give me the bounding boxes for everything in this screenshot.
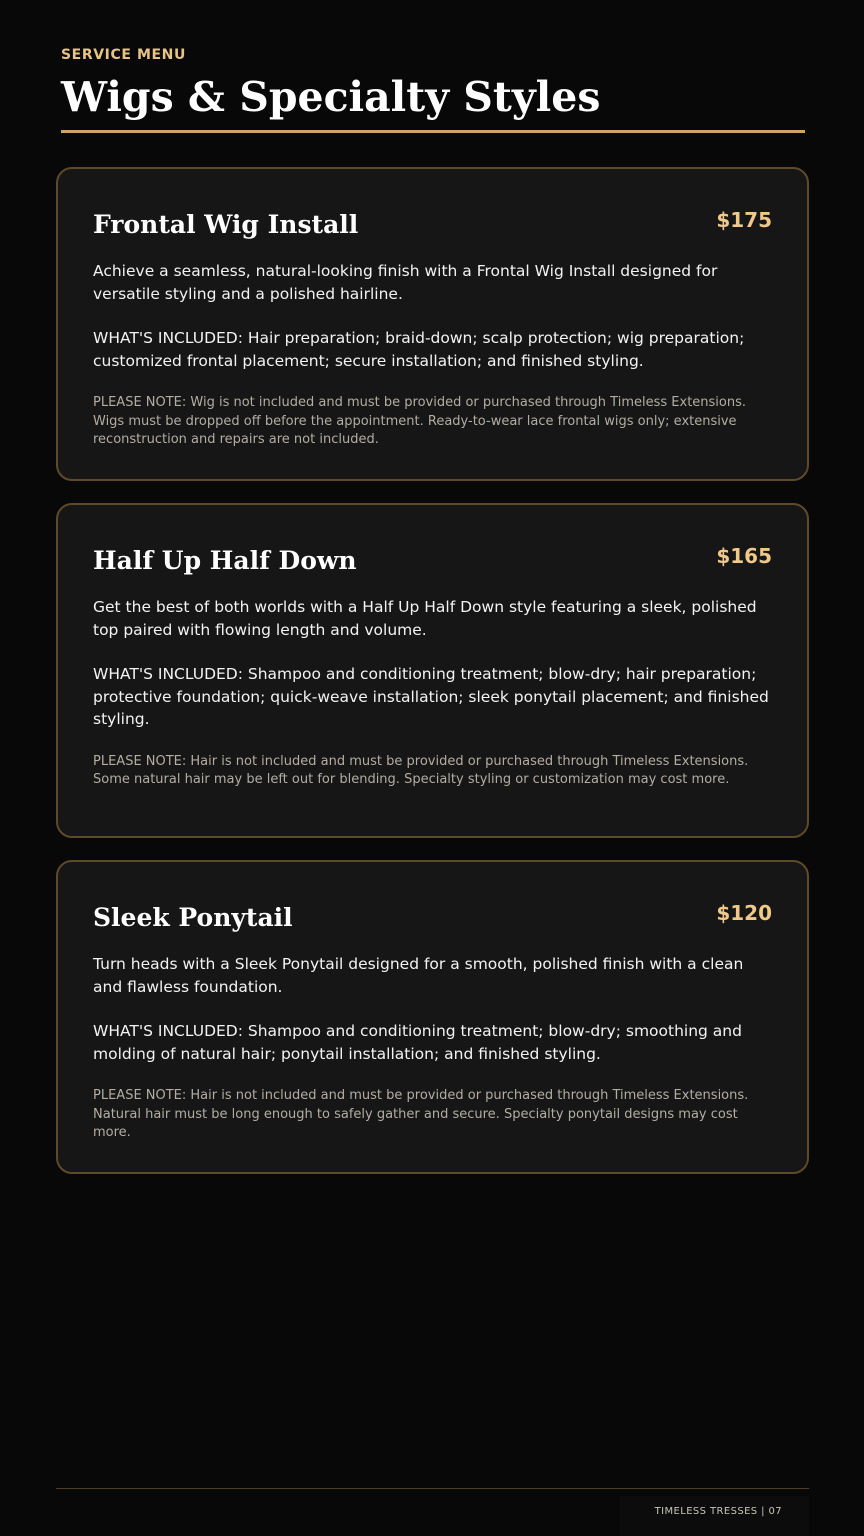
service-name: Frontal Wig Install xyxy=(93,210,359,239)
footer-divider xyxy=(56,1488,809,1489)
title-divider xyxy=(61,130,805,133)
service-note: PLEASE NOTE: Wig is not included and must be provided or purchased through Timeless Extensions. Wigs must be dropped off before the appointment. Ready-to-wear lace frontal wigs only; extensive reconstruction and repairs are not included. xyxy=(93,395,747,447)
service-price: $165 xyxy=(716,544,772,568)
service-included: WHAT'S INCLUDED: Shampoo and conditioning treatment; blow-dry; hair preparation; protective foundation; quick-weave installation; sleek ponytail placement; and finished styling. xyxy=(93,665,769,728)
service-card-sleek-ponytail xyxy=(56,860,809,1174)
service-price: $175 xyxy=(716,208,772,232)
service-included: WHAT'S INCLUDED: Hair preparation; braid-down; scalp protection; wig preparation; customized frontal placement; secure installation; and finished styling. xyxy=(93,329,745,370)
service-card-header xyxy=(93,207,772,247)
service-note: PLEASE NOTE: Hair is not included and must be provided or purchased through Timeless Extensions. Natural hair must be long enough to safely gather and secure. Specialty ponytail designs may cost more. xyxy=(93,1088,749,1140)
footer-page-label: TIMELESS TRESSES | 07 xyxy=(654,1506,782,1517)
service-card-header xyxy=(93,543,772,583)
service-card-header xyxy=(93,900,772,940)
service-note: PLEASE NOTE: Hair is not included and must be provided or purchased through Timeless Extensions. Some natural hair may be left out for blending. Specialty styling or customization may cost more. xyxy=(93,753,749,787)
service-included: WHAT'S INCLUDED: Shampoo and conditioning treatment; blow-dry; smoothing and molding of natural hair; ponytail installation; and finished styling. xyxy=(93,1022,742,1063)
service-name: Sleek Ponytail xyxy=(93,903,293,932)
service-description: Turn heads with a Sleek Ponytail designed for a smooth, polished finish with a clean and flawless foundation. xyxy=(93,955,744,996)
service-card-half-up-half-down xyxy=(56,503,809,838)
service-description: Get the best of both worlds with a Half Up Half Down style featuring a sleek, polished top paired with flowing length and volume. xyxy=(93,598,757,639)
service-description: Achieve a seamless, natural-looking finish with a Frontal Wig Install designed for versatile styling and a polished hairline. xyxy=(93,262,718,303)
service-card-frontal-wig-install xyxy=(56,167,809,481)
page-title: Wigs & Specialty Styles xyxy=(61,73,601,121)
service-name: Half Up Half Down xyxy=(93,546,357,575)
page-header xyxy=(61,46,805,122)
section-eyebrow: SERVICE MENU xyxy=(61,47,186,63)
service-price: $120 xyxy=(716,901,772,925)
